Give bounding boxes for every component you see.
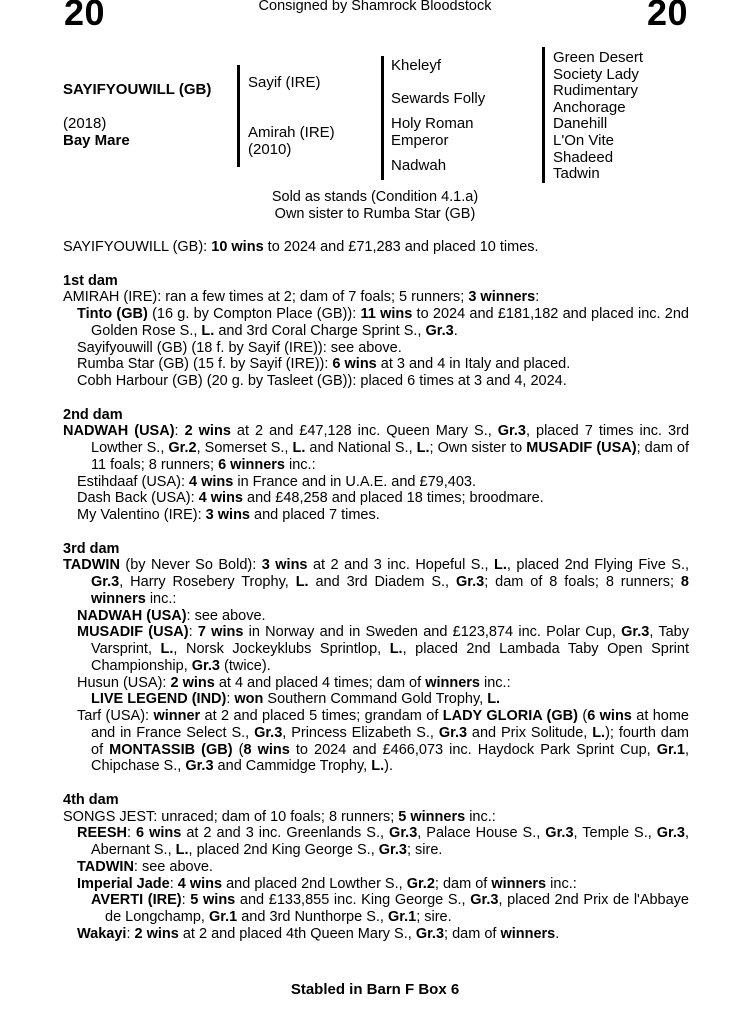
produce-record: MUSADIF (USA): 7 wins in Norway and in Sweden and £123,874 inc. Polar Cup, Gr.3, Taby Varsprint, L., Norsk Jockeyklubs Sprintlop, L., placed 2nd Lambada Taby Open Sprint Championship, Gr.3 (twice). — [77, 624, 689, 674]
produce-record: Rumba Star (GB) (15 f. by Sayif (IRE)): 6 wins at 3 and 4 in Italy and placed. — [77, 356, 571, 373]
produce-record: Wakayi: 2 wins at 2 and placed 4th Queen Mary S., Gr.3; dam of winners. — [77, 925, 560, 942]
produce-record: NADWAH (USA): see above. — [77, 607, 266, 624]
produce-record: Sayifyouwill (GB) (18 f. by Sayif (IRE)): see above. — [77, 339, 402, 356]
produce-record: Tinto (GB) (16 g. by Compton Place (GB)): 11 wins to 2024 and £181,182 and placed inc. 2nd Golden Rose S., L. and 3rd Coral Charge Sprint S., Gr.3. — [77, 306, 689, 339]
horse-description: Bay Mare — [63, 132, 130, 149]
produce-record: REESH: 6 wins at 2 and 3 inc. Greenlands S., Gr.3, Palace House S., Gr.3, Temple S., Gr.3, Abernant S., L., placed 2nd King George S., Gr.3; sire. — [77, 825, 690, 858]
consignor-line: Consigned by Shamrock Bloodstock — [258, 0, 492, 14]
pedigree-g3-4: Anchorage — [553, 99, 626, 116]
lot-number-left: 20 — [64, 0, 106, 33]
pedigree-divider-2 — [381, 56, 384, 180]
horse-name: SAYIFYOUWILL (GB) — [63, 81, 212, 98]
pedigree-g3-5: Danehill — [553, 115, 608, 132]
produce-record: Dash Back (USA): 4 wins and £48,258 and placed 18 times; broodmare. — [77, 490, 544, 507]
pedigree-g2-2: Sewards Folly — [391, 90, 486, 107]
sale-condition: Sold as stands (Condition 4.1.a) — [271, 189, 479, 205]
produce-record: AMIRAH (IRE): ran a few times at 2; dam of 7 foals; 5 runners; 3 winners: — [63, 289, 540, 306]
produce-record: Imperial Jade: 4 wins and placed 2nd Lowther S., Gr.2; dam of winners inc.: — [77, 875, 577, 892]
pedigree-divider-1 — [237, 65, 240, 167]
section-heading: 1st dam — [63, 272, 118, 289]
pedigree-g3-7: Shadeed — [553, 149, 614, 166]
produce-record: Cobh Harbour (GB) (20 g. by Tasleet (GB)): placed 6 times at 3 and 4, 2024. — [77, 373, 567, 389]
section-heading: 4th dam — [63, 791, 119, 808]
pedigree-g3-2: Society Lady — [553, 66, 639, 83]
produce-record: My Valentino (IRE): 3 wins and placed 7 times. — [77, 507, 380, 523]
section-heading: 3rd dam — [63, 540, 120, 557]
produce-record: NADWAH (USA): 2 wins at 2 and £47,128 inc. Queen Mary S., Gr.3, placed 7 times inc. 3rd Lowther S., Gr.2, Somerset S., L. and National S., L.; Own sister to MUSADIF (USA); dam of 11 foals; 8 runners; 6 winners inc.: — [63, 423, 690, 473]
section-heading: 2nd dam — [63, 406, 123, 423]
pedigree-g2-1: Kheleyf — [391, 57, 442, 74]
summary-line: SAYIFYOUWILL (GB): 10 wins to 2024 and £71,283 and placed 10 times. — [63, 239, 539, 255]
pedigree-g2-3b: Emperor — [391, 132, 449, 149]
pedigree-dam: Amirah (IRE) — [248, 124, 335, 141]
stabling-info: Stabled in Barn F Box 6 — [290, 981, 460, 998]
pedigree-g2-4: Nadwah — [391, 157, 447, 174]
produce-record: TADWIN: see above. — [77, 858, 213, 875]
pedigree-g3-1: Green Desert — [553, 49, 644, 66]
pedigree-g3-8: Tadwin — [553, 165, 600, 182]
pedigree-dam-year: (2010) — [248, 141, 292, 158]
pedigree-g3-3: Rudimentary — [553, 82, 639, 99]
produce-record: Tarf (USA): winner at 2 and placed 5 times; grandam of LADY GLORIA (GB) (6 wins at home and in France Select S., Gr.3, Princess Elizabeth S., Gr.3 and Prix Solitude, L.); fourth dam of MONTASSIB (GB) (8 wins to 2024 and £466,073 inc. Haydock Park Sprint Cup, Gr.1, Chipchase S., Gr.3 and Cammidge Trophy, L.). — [77, 708, 690, 775]
produce-record: AVERTI (IRE): 5 wins and £133,855 inc. King George S., Gr.3, placed 2nd Prix de l'Abbaye de Longchamp, Gr.1 and 3rd Nunthorpe S., Gr.1; sire. — [91, 892, 689, 925]
sale-relation: Own sister to Rumba Star (GB) — [274, 206, 476, 222]
produce-record: TADWIN (by Never So Bold): 3 wins at 2 and 3 inc. Hopeful S., L., placed 2nd Flying Five S., Gr.3, Harry Rosebery Trophy, L. and 3rd Diadem S., Gr.3; dam of 8 foals; 8 runners; 8 winners inc.: — [63, 557, 690, 607]
produce-record: Husun (USA): 2 wins at 4 and placed 4 times; dam of winners inc.: — [77, 674, 511, 691]
pedigree-g2-3a: Holy Roman — [391, 115, 474, 132]
sale-notes — [0, 189, 750, 223]
horse-year: (2018) — [63, 115, 107, 132]
produce-record: LIVE LEGEND (IND): won Southern Command Gold Trophy, L. — [91, 691, 501, 708]
catalogue-body — [63, 239, 689, 943]
produce-record: Estihdaaf (USA): 4 wins in France and in U.A.E. and £79,403. — [77, 473, 476, 490]
produce-record: SONGS JEST: unraced; dam of 10 foals; 8 runners; 5 winners inc.: — [63, 808, 496, 825]
pedigree-sire: Sayif (IRE) — [248, 74, 321, 91]
lot-number-right: 20 — [646, 0, 688, 33]
pedigree-g3-6: L'On Vite — [553, 132, 614, 149]
pedigree-divider-3 — [542, 47, 545, 183]
